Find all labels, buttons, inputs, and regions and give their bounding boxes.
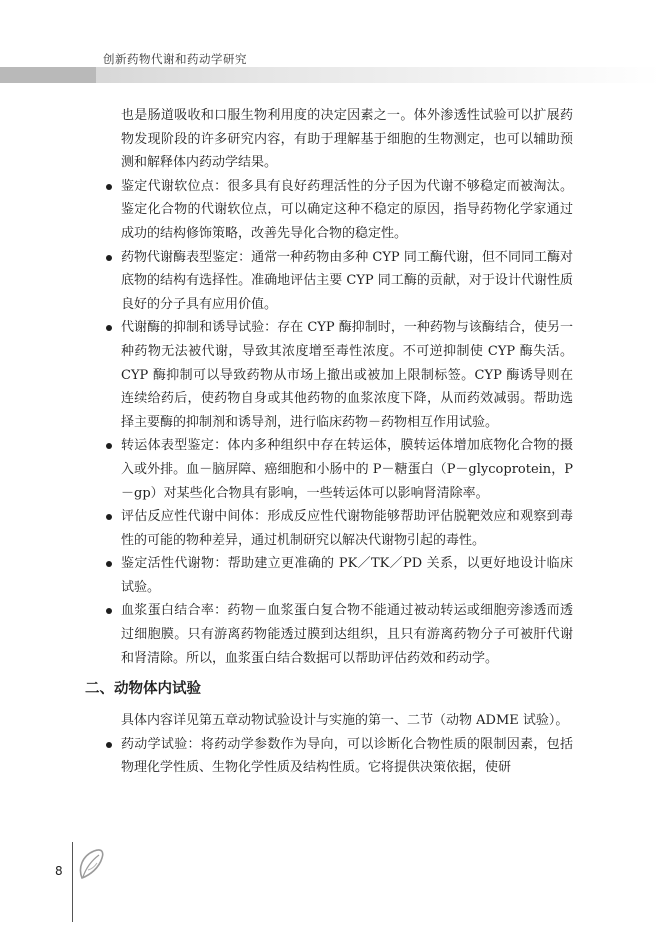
list-item-text: 药物代谢酶表型鉴定：通常一种药物由多种 CYP 同工酶代谢，但不同同工酶对底物的结构有选择性。准确地评估主要 CYP 同工酶的贡献，对于设计代谢性质良好的分子具有应用价值。 [121,249,573,312]
bullet-icon [106,184,112,190]
running-header-title: 创新药物代谢和药动学研究 [103,52,247,66]
bullet-icon [106,443,112,449]
paragraph-continuation: 也是肠道吸收和口服生物利用度的决定因素之一。体外渗透性试验可以扩展药物发现阶段的许多研究内容，有助于理解基于细胞的生物测定，也可以辅助预测和解释体内药动学结果。 [121,108,573,171]
page-number: 8 [55,864,63,878]
list-item-text: 评估反应性代谢中间体：形成反应性代谢物能够帮助评估脱靶效应和观察到毒性的可能的物种差异，通过机制研究以解决代谢物引起的毒性。 [121,509,573,548]
section-intro: 具体内容详见第五章动物试验设计与实施的第一、二节（动物 ADME 试验）。 [121,713,569,729]
list-item [103,434,573,505]
list-item-text: 鉴定代谢软位点：很多具有良好药理活性的分子因为代谢不够稳定而被淘汰。鉴定化合物的代谢软位点，可以确定这种不稳定的原因，指导药物化学家通过成功的结构修饰策略，改善先导化合物的稳定性。 [121,178,573,241]
bullet-icon [106,742,112,748]
bullet-icon [106,608,112,614]
list-item-text: 药动学试验：将药动学参数作为导向，可以诊断化合物性质的限制因素，包括物理化学性质、生物化学性质及结构性质。它将提供决策依据，使研 [121,736,573,776]
leaf-logo-icon [76,848,106,882]
bullet-icon [106,561,112,567]
list-item [103,552,573,599]
page-body [85,104,573,780]
bullet-icon [106,514,112,520]
list-item-text: 血浆蛋白结合率：药物－血浆蛋白复合物不能通过被动转运或细胞旁渗透而透过细胞膜。只有游离药物能透过膜到达组织，且只有游离药物分子可被肝代谢和肾清除。所以，血浆蛋白结合数据可以帮助评估药效和药动学。 [121,603,573,666]
list-item [103,175,573,246]
header-band [0,67,661,83]
list-item [103,733,573,780]
header-band-accent [0,67,96,83]
section-heading: 二、动物体内试验 [85,681,201,698]
bullet-icon [106,325,112,331]
list-item [103,599,573,670]
footer-vertical-rule [72,842,73,922]
list-item-text: 代谢酶的抑制和诱导试验：存在 CYP 酶抑制时，一种药物与该酶结合，使另一种药物无法被代谢，导致其浓度增至毒性浓度。不可逆抑制使 CYP 酶失活。CYP 酶抑制可以导致药物从市场上撤出或被加上限制标签。CYP 酶诱导则在连续给药后，使药物自身或其他药物的血浆浓度下降，从而药效减弱。帮助选择主要酶的抑制剂和诱导剂，进行临床药物－药物相互作用试验。 [121,320,573,430]
list-item-text: 鉴定活性代谢物：帮助建立更准确的 PK／TK／PD 关系，以更好地设计临床试验。 [121,556,573,595]
list-item [103,246,573,317]
list-item [103,316,573,434]
bullet-icon [106,255,112,261]
list-item [103,505,573,552]
list-item-text: 转运体表型鉴定：体内多种组织中存在转运体，膜转运体增加底物化合物的摄入或外排。血－脑屏障、癌细胞和小肠中的 P－糖蛋白（P－glycoprotein，P－gp）对某些化合物具有影响，一些转运体可以影响肾清除率。 [121,438,573,501]
